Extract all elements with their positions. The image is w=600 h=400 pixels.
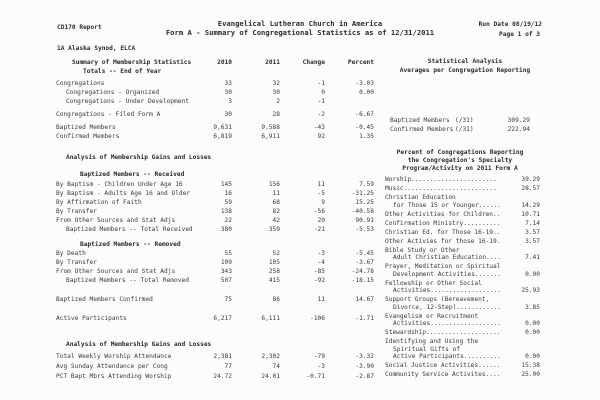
value-2010: 22 xyxy=(224,217,232,224)
summary-header-row xyxy=(56,58,374,67)
value-change: 92 xyxy=(317,133,325,140)
value-percent xyxy=(325,97,374,106)
table-row xyxy=(56,132,374,141)
row-label: By Affirmation of Faith xyxy=(56,199,142,206)
specialty-item xyxy=(385,229,540,237)
specialty-value: 0.00 xyxy=(525,353,540,360)
value-change: 0 xyxy=(321,89,325,96)
specialty-label-line: Confirmation Ministry.......... xyxy=(385,219,501,227)
value-change: 9 xyxy=(321,199,325,206)
value-percent: -6.67 xyxy=(355,111,374,118)
value-2010: 2,381 xyxy=(213,353,232,360)
membership-statistics-section xyxy=(56,58,374,382)
value-percent: -3.03 xyxy=(355,80,374,87)
table-row xyxy=(56,267,374,276)
specialty-label xyxy=(385,280,510,295)
value-percent: -5.53 xyxy=(355,226,374,233)
table-row xyxy=(56,314,374,323)
specialty-item xyxy=(385,338,540,361)
value-2011: 24.01 xyxy=(261,373,280,380)
averages-rows xyxy=(385,116,545,134)
row-label: Congregations xyxy=(56,80,105,87)
specialty-item xyxy=(385,280,540,295)
specialty-label xyxy=(385,194,510,209)
value-2010: 33 xyxy=(224,80,232,87)
value-2011: 156 xyxy=(268,181,280,188)
specialty-label xyxy=(385,238,510,246)
value-2010: 6,217 xyxy=(213,315,232,322)
specialty-item xyxy=(385,296,540,311)
specialty-heading xyxy=(385,149,535,173)
value-2011: 258 xyxy=(268,268,280,275)
table-row xyxy=(56,97,374,106)
specialty-label-line: Support Groups (Bereavement, xyxy=(385,296,490,303)
value-percent: -3.32 xyxy=(355,353,374,360)
specialty-label xyxy=(385,185,510,193)
table-row xyxy=(56,216,374,225)
row-label: Baptized Members -- Total Removed xyxy=(66,277,189,284)
average-label: Confirmed Members xyxy=(390,126,454,133)
average-divisor: (/31) xyxy=(455,126,474,133)
value-percent: 15.25 xyxy=(355,199,374,206)
row-label: Congregations - Under Development xyxy=(66,98,189,105)
specialty-item xyxy=(385,371,540,379)
statistical-analysis-heading xyxy=(385,57,545,75)
value-change: 20 xyxy=(317,217,325,224)
specialty-value: 25.93 xyxy=(521,287,540,294)
specialty-label-line: Social Justice Activities...... xyxy=(385,362,501,369)
specialty-label-line: Christian Education xyxy=(385,194,456,201)
specialty-label-line: Evangelism or Recruitment xyxy=(385,312,479,320)
specialty-heading-line2: the Congregation's Specialty xyxy=(407,157,513,164)
specialty-label xyxy=(385,296,510,311)
value-change: -92 xyxy=(313,277,325,284)
specialty-item xyxy=(385,247,540,262)
value-2011: 28 xyxy=(272,111,280,118)
row-label: PCT Bapt Mbrs Attending Worship xyxy=(56,373,172,380)
value-2011: 42 xyxy=(272,217,280,224)
specialty-value: 3.85 xyxy=(525,303,540,311)
summary-heading: Summary of Membership Statistics xyxy=(72,59,192,66)
specialty-item xyxy=(385,185,540,193)
table-row xyxy=(56,249,374,258)
specialty-label-line: Other Activies for those 16-19. xyxy=(385,237,501,245)
value-2010: 343 xyxy=(220,268,232,275)
received-heading: Baptized Members -- Received xyxy=(80,171,185,178)
value-change: -106 xyxy=(310,315,325,322)
table-row xyxy=(56,295,374,304)
specialty-value: 0.00 xyxy=(525,270,540,278)
row-label: By Baptism - Children Under Age 16 xyxy=(56,181,183,188)
table-row xyxy=(56,352,374,361)
value-2010: 138 xyxy=(220,208,232,215)
value-change: -0.71 xyxy=(306,373,325,380)
value-percent: -40.58 xyxy=(351,208,374,215)
specialty-label xyxy=(385,329,510,337)
value-2011: 6,911 xyxy=(261,133,280,140)
row-label: Congregations - Organized xyxy=(66,89,160,96)
value-2011: 74 xyxy=(272,363,280,370)
report-code: CD170 Report xyxy=(57,24,102,31)
specialty-item xyxy=(385,329,540,337)
value-change: 11 xyxy=(317,296,325,303)
row-label: Confirmed Members xyxy=(56,133,120,140)
value-2011: 32 xyxy=(272,80,280,87)
specialty-value: 28.57 xyxy=(521,185,540,192)
value-2011: 415 xyxy=(268,277,280,284)
specialty-label xyxy=(385,371,510,379)
value-2010: 77 xyxy=(224,363,232,370)
value-percent: 7.59 xyxy=(359,181,374,188)
specialty-value: 3.57 xyxy=(525,237,540,245)
value-change: -79 xyxy=(313,353,325,360)
value-2010: 59 xyxy=(224,199,232,206)
specialty-value: 7.41 xyxy=(525,254,540,261)
value-percent: -31.25 xyxy=(351,190,374,197)
page-number: Page 1 of 3 xyxy=(499,31,540,38)
row-label: By Transfer xyxy=(56,259,97,266)
row-label: By Transfer xyxy=(56,208,97,215)
row-label: Congregations - Filed Form A xyxy=(56,111,161,118)
value-2010: 24.72 xyxy=(213,373,232,380)
specialty-value: 39.29 xyxy=(521,176,540,183)
specialty-label xyxy=(385,176,510,184)
specialty-label-line: Activities................... xyxy=(393,320,502,327)
value-change: -3 xyxy=(317,250,325,257)
value-2010: 380 xyxy=(220,226,232,233)
value-percent: -0.45 xyxy=(355,124,374,131)
table-row xyxy=(56,362,374,371)
specialty-label-line: Spiritual Gifts of xyxy=(393,345,461,353)
specialty-label-line: Other Activities for Children.. xyxy=(385,210,501,218)
row-label: Baptized Members xyxy=(56,124,116,131)
value-change: -21 xyxy=(313,226,325,233)
specialty-value: 0.00 xyxy=(525,320,540,327)
column-header-2010: 2010 xyxy=(217,59,232,66)
value-2010: 9,631 xyxy=(213,124,232,131)
value-change: -3 xyxy=(317,363,325,370)
specialty-label xyxy=(385,338,510,361)
removed-heading: Baptized Members -- Removed xyxy=(80,241,181,248)
value-change: -43 xyxy=(313,124,325,131)
specialty-label-line: Development Activities....... xyxy=(393,270,502,278)
value-percent: 0.00 xyxy=(359,89,374,96)
value-2010: 507 xyxy=(220,277,232,284)
specialty-label-line: Worship....................... xyxy=(385,176,497,183)
specialty-item xyxy=(385,176,540,184)
value-2011: 6,111 xyxy=(261,315,280,322)
value-2011: 9,588 xyxy=(261,124,280,131)
row-label: From Other Sources and Stat Adjs xyxy=(56,217,176,224)
row-label: From Other Sources and Stat Adjs xyxy=(56,268,176,275)
specialty-label-line: Divorce, 12-Step)............ xyxy=(393,303,502,311)
specialty-label xyxy=(385,313,510,328)
specialty-item xyxy=(385,238,540,246)
statistical-analysis-heading-line1: Statistical Analysis xyxy=(427,58,503,65)
specialty-label-line: Fellowship or Other Social xyxy=(385,279,482,287)
value-change: -1 xyxy=(317,98,325,105)
specialty-label-line: Adult Christian Education.... xyxy=(393,254,502,261)
table-row xyxy=(56,189,374,198)
synod-name: 1A Alaska Synod, ELCA xyxy=(57,45,136,52)
row-label: Avg Sunday Attendance per Cong xyxy=(56,363,168,370)
specialty-label-line: Active Participants.......... xyxy=(393,353,502,360)
value-2011: 86 xyxy=(272,296,280,303)
specialty-label-line: Identifying and Using the xyxy=(385,338,479,345)
value-change: -1 xyxy=(317,80,325,87)
specialty-value: 14.29 xyxy=(521,201,540,209)
specialty-value: 7.14 xyxy=(525,219,540,227)
average-label: Baptized Members xyxy=(390,117,450,124)
value-2011: 82 xyxy=(272,208,280,215)
specialty-label xyxy=(385,362,510,370)
table-row xyxy=(56,276,374,285)
value-2011: 11 xyxy=(272,190,280,197)
table-row xyxy=(56,79,374,88)
statistical-analysis-section xyxy=(385,57,545,380)
value-change: -56 xyxy=(313,208,325,215)
specialty-item xyxy=(385,313,540,328)
value-change: 11 xyxy=(317,181,325,188)
table-row xyxy=(56,258,374,267)
column-header-change: Change xyxy=(302,59,325,66)
value-2011: 359 xyxy=(268,226,280,233)
value-2011: 30 xyxy=(272,89,280,96)
column-header-2011: 2011 xyxy=(265,59,280,66)
summary-subheading: Totals -- End of Year xyxy=(83,68,162,75)
specialty-label xyxy=(385,211,510,219)
specialty-label-line: Activities................... xyxy=(393,287,502,294)
column-header-percent: Percent xyxy=(347,59,374,66)
value-2010: 55 xyxy=(224,250,232,257)
specialty-item xyxy=(385,194,540,209)
row-label: By Death xyxy=(56,250,86,257)
value-2010: 30 xyxy=(224,89,232,96)
value-2011: 105 xyxy=(268,259,280,266)
specialty-label xyxy=(385,263,510,278)
average-row xyxy=(385,116,545,125)
value-percent: -1.71 xyxy=(355,315,374,322)
specialty-heading-line1: Percent of Congregations Reporting xyxy=(396,149,524,156)
report-title-line1: Evangelical Lutheran Church in America xyxy=(217,19,383,28)
row-label: Active Participants xyxy=(56,315,127,322)
specialty-item xyxy=(385,220,540,228)
value-percent: -24.78 xyxy=(351,268,374,275)
value-2010: 75 xyxy=(224,296,232,303)
table-row xyxy=(56,123,374,132)
value-change: -4 xyxy=(317,259,325,266)
average-value: 309.29 xyxy=(507,117,530,124)
run-date: Run Date 08/19/12 xyxy=(478,21,542,28)
specialty-label xyxy=(385,229,510,237)
value-2010: 145 xyxy=(220,181,232,188)
specialty-value: 25.00 xyxy=(521,371,540,378)
specialty-label-line: Bible Study or Other xyxy=(385,246,460,254)
specialty-label-line: Christian Ed. for Those 16-19.. xyxy=(385,228,501,236)
value-2011: 52 xyxy=(272,250,280,257)
table-row xyxy=(56,225,374,234)
statistical-analysis-heading-line2: Averages per Congregation Reporting xyxy=(399,67,531,74)
specialty-label-line: Music......................... xyxy=(385,185,497,192)
specialty-label-line: Stewardship.................... xyxy=(385,329,501,336)
value-2011: 2 xyxy=(276,98,280,105)
value-percent: -3.90 xyxy=(355,363,374,370)
specialty-value: 15.38 xyxy=(521,362,540,369)
value-percent: 14.67 xyxy=(355,296,374,303)
value-percent: 1.35 xyxy=(359,133,374,140)
value-2010: 109 xyxy=(220,259,232,266)
value-percent: 90.91 xyxy=(355,217,374,224)
average-value: 222.94 xyxy=(507,126,530,133)
specialty-value: 10.71 xyxy=(521,210,540,218)
specialty-label xyxy=(385,247,510,262)
specialty-label xyxy=(385,220,510,228)
specialty-label-line: Community Service Activites.... xyxy=(385,371,501,378)
average-row xyxy=(385,125,545,134)
value-2011: 68 xyxy=(272,199,280,206)
specialty-label-line: Prayer, Meditation or Spiritual xyxy=(385,263,501,270)
specialty-list xyxy=(385,176,545,379)
value-percent: -5.45 xyxy=(355,250,374,257)
row-label: Baptized Members -- Total Received xyxy=(66,226,193,233)
specialty-label-line: for Those 15 or Younger...... xyxy=(393,201,502,209)
table-row xyxy=(56,207,374,216)
average-divisor: (/31) xyxy=(455,117,474,124)
value-change: -2 xyxy=(317,111,325,118)
row-label: Total Weekly Worship Attendance xyxy=(56,353,172,360)
report-title-line2: Form A - Summary of Congregational Statistics as of 12/31/2011 xyxy=(165,28,435,37)
value-percent: -2.87 xyxy=(355,373,374,380)
specialty-heading-line3: Program/Activity on 2011 Form A xyxy=(402,165,518,172)
value-change: -5 xyxy=(317,190,325,197)
value-2010: 30 xyxy=(224,111,232,118)
specialty-item xyxy=(385,211,540,219)
specialty-value: 0.00 xyxy=(525,329,540,336)
specialty-item xyxy=(385,362,540,370)
row-label: Baptized Members Confirmed xyxy=(56,296,153,303)
table-row xyxy=(56,180,374,189)
value-2011: 2,302 xyxy=(261,353,280,360)
table-row xyxy=(56,110,374,119)
value-percent: -3.67 xyxy=(355,259,374,266)
table-row xyxy=(56,88,374,97)
value-percent: -18.15 xyxy=(351,277,374,284)
gains-losses-heading: Analysis of Membership Gains and Losses xyxy=(66,154,212,161)
table-row xyxy=(56,198,374,207)
value-2010: 3 xyxy=(228,98,232,105)
attendance-heading: Analysis of Membership Gains and Losses xyxy=(66,341,212,348)
value-change: -85 xyxy=(313,268,325,275)
specialty-item xyxy=(385,263,540,278)
value-2010: 6,819 xyxy=(213,133,232,140)
value-2010: 16 xyxy=(224,190,232,197)
row-label: By Baptism - Adults Age 16 and Older xyxy=(56,190,191,197)
specialty-value: 3.57 xyxy=(525,228,540,236)
table-row xyxy=(56,372,374,381)
